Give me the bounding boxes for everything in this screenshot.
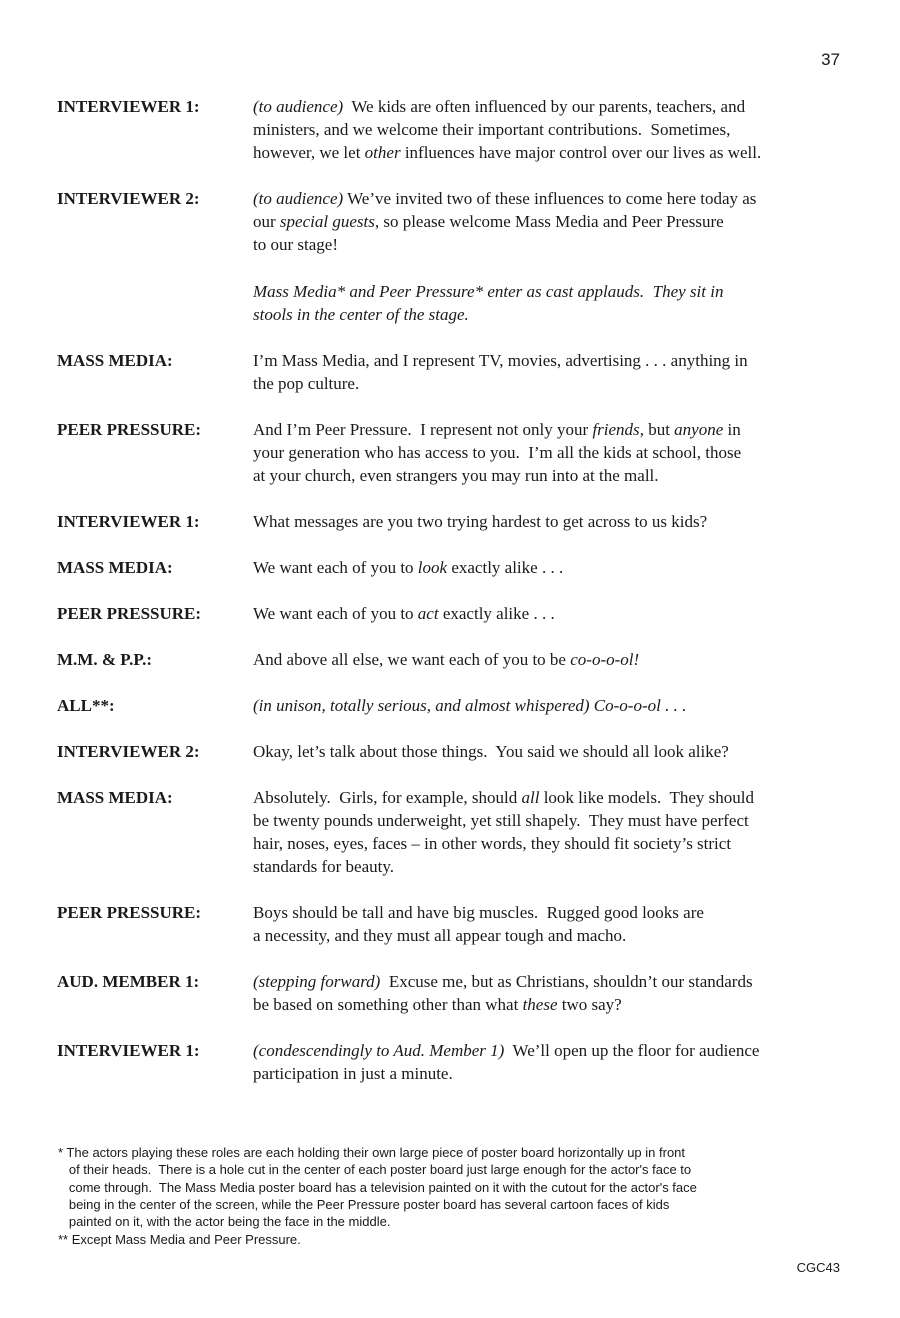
speaker-name: INTERVIEWER 1: — [57, 97, 200, 116]
dialogue-line — [253, 95, 745, 118]
text-segment: Boys should be tall and have big muscles. Rugged good looks are — [253, 903, 704, 922]
speaker-name: INTERVIEWER 1: — [57, 512, 200, 531]
text-segment: participation in just a minute. — [253, 1064, 453, 1083]
text-segment: We’ve invited two of these influences to come here today as — [343, 189, 757, 208]
dialogue-line — [253, 809, 749, 832]
dialogue-line — [253, 141, 761, 164]
dialogue-line — [253, 993, 622, 1016]
text-segment: exactly alike . . . — [438, 604, 555, 623]
speaker-name: INTERVIEWER 1: — [57, 1041, 200, 1060]
text-segment: Excuse me, but as Christians, shouldn’t our standards — [380, 972, 753, 991]
dialogue-line — [253, 118, 730, 141]
dialogue-line — [253, 901, 704, 924]
footnote-line: come through. The Mass Media poster board has a television painted on it with the cutout for the actor's face — [58, 1179, 697, 1195]
text-segment: the pop culture. — [253, 374, 360, 393]
text-segment: We want each of you to — [253, 558, 418, 577]
footnote-line: painted on it, with the actor being the face in the middle. — [58, 1214, 391, 1230]
text-segment: to our stage! — [253, 235, 338, 254]
text-segment: co-o-o-ol! — [570, 650, 640, 669]
text-segment: be twenty pounds underweight, yet still shapely. They must have perfect — [253, 811, 749, 830]
dialogue-line — [253, 349, 748, 372]
text-segment: I’m Mass Media, and I represent TV, movies, advertising . . . anything in — [253, 351, 748, 370]
text-segment: other — [364, 143, 401, 162]
text-segment: (to audience) — [253, 97, 344, 116]
text-segment: your generation who has access to you. I’m all the kids at school, those — [253, 443, 742, 462]
text-segment: act — [417, 604, 439, 623]
footnote-line: being in the center of the screen, while the Peer Pressure poster board has several cartoon faces of kids — [58, 1196, 670, 1212]
dialogue-line — [253, 1039, 759, 1062]
speaker-name: PEER PRESSURE: — [57, 420, 202, 439]
text-segment: , but — [639, 420, 675, 439]
dialogue-line — [253, 855, 394, 878]
dialogue-line — [253, 786, 754, 809]
text-segment: a necessity, and they must all appear tough and macho. — [253, 926, 627, 945]
speaker-name: INTERVIEWER 2: — [57, 189, 200, 208]
dialogue-line — [253, 740, 729, 763]
text-segment: We want each of you to — [253, 604, 418, 623]
speaker-name: PEER PRESSURE: — [57, 604, 202, 623]
text-segment: ministers, and we welcome their important contributions. Sometimes, — [253, 120, 731, 139]
stage-direction-line — [253, 280, 723, 303]
text-segment: stools in the center of the stage. — [253, 305, 469, 324]
text-segment: our — [253, 212, 280, 231]
text-segment: look — [417, 558, 448, 577]
dialogue-line — [253, 694, 686, 717]
speaker-name: MASS MEDIA: — [57, 351, 173, 370]
text-segment: We kids are often influenced by our parents, teachers, and — [343, 97, 746, 116]
text-segment: (in unison, totally serious, and almost whispered) Co-o-o-ol . . . — [253, 696, 687, 715]
text-segment: special guests — [279, 212, 375, 231]
text-segment: hair, noses, eyes, faces – in other words, they should fit society’s strict — [253, 834, 732, 853]
dialogue-line — [253, 556, 563, 579]
text-segment: And above all else, we want each of you to be — [253, 650, 571, 669]
dialogue-line — [253, 924, 626, 947]
dialogue-line — [253, 233, 338, 256]
text-segment: (stepping forward) — [253, 972, 381, 991]
text-segment: , so please welcome Mass Media and Peer Pressure — [374, 212, 724, 231]
text-segment: look like models. They should — [539, 788, 754, 807]
speaker-name: AUD. MEMBER 1: — [57, 972, 200, 991]
text-segment: in — [723, 420, 741, 439]
speaker-name: MASS MEDIA: — [57, 558, 173, 577]
speaker-name: MASS MEDIA: — [57, 788, 173, 807]
text-segment: however, we let — [253, 143, 365, 162]
dialogue-line — [253, 210, 724, 233]
dialogue-line — [253, 832, 731, 855]
text-segment: We’ll open up the floor for audience — [504, 1041, 760, 1060]
text-segment: Mass Media* and Peer Pressure* enter as cast applauds. They sit in — [253, 282, 724, 301]
text-segment: Okay, let’s talk about those things. You said we should all look alike? — [253, 742, 729, 761]
dialogue-line — [253, 418, 741, 441]
text-segment: influences have major control over our lives as well. — [400, 143, 762, 162]
dialogue-line — [253, 1062, 453, 1085]
text-segment: exactly alike . . . — [447, 558, 564, 577]
footnote-line: ** Except Mass Media and Peer Pressure. — [58, 1231, 301, 1247]
dialogue-line — [253, 441, 741, 464]
dialogue-line — [253, 510, 707, 533]
footnote-line: * The actors playing these roles are each holding their own large piece of poster board horizontally up in front — [58, 1145, 686, 1160]
footnote-line: of their heads. There is a hole cut in the center of each poster board just large enough for the actor's face to — [58, 1162, 692, 1178]
dialogue-line — [253, 970, 753, 993]
dialogue-line — [253, 372, 359, 395]
text-segment: friends — [592, 420, 640, 439]
text-segment: (to audience) — [253, 189, 344, 208]
text-segment: (condescendingly to Aud. Member 1) — [253, 1041, 505, 1060]
text-segment: these — [522, 995, 558, 1014]
speaker-name: ALL**: — [57, 696, 115, 715]
text-segment: anyone — [674, 420, 724, 439]
text-segment: standards for beauty. — [253, 857, 394, 876]
dialogue-line — [253, 648, 639, 671]
page-number: 37 — [821, 50, 840, 69]
speaker-name: INTERVIEWER 2: — [57, 742, 200, 761]
dialogue-line — [253, 187, 756, 210]
text-segment: be based on something other than what — [253, 995, 523, 1014]
text-segment: all — [521, 788, 540, 807]
dialogue-line — [253, 464, 659, 487]
text-segment: two say? — [557, 995, 622, 1014]
footer-code: CGC43 — [796, 1260, 840, 1275]
speaker-name: PEER PRESSURE: — [57, 903, 202, 922]
speaker-name: M.M. & P.P.: — [57, 650, 153, 669]
stage-direction-line — [253, 303, 469, 326]
text-segment: Absolutely. Girls, for example, should — [253, 788, 522, 807]
text-segment: What messages are you two trying hardest to get across to us kids? — [253, 512, 708, 531]
text-segment: at your church, even strangers you may run into at the mall. — [253, 466, 659, 485]
text-segment: And I’m Peer Pressure. I represent not only your — [253, 420, 593, 439]
dialogue-line — [253, 602, 555, 625]
